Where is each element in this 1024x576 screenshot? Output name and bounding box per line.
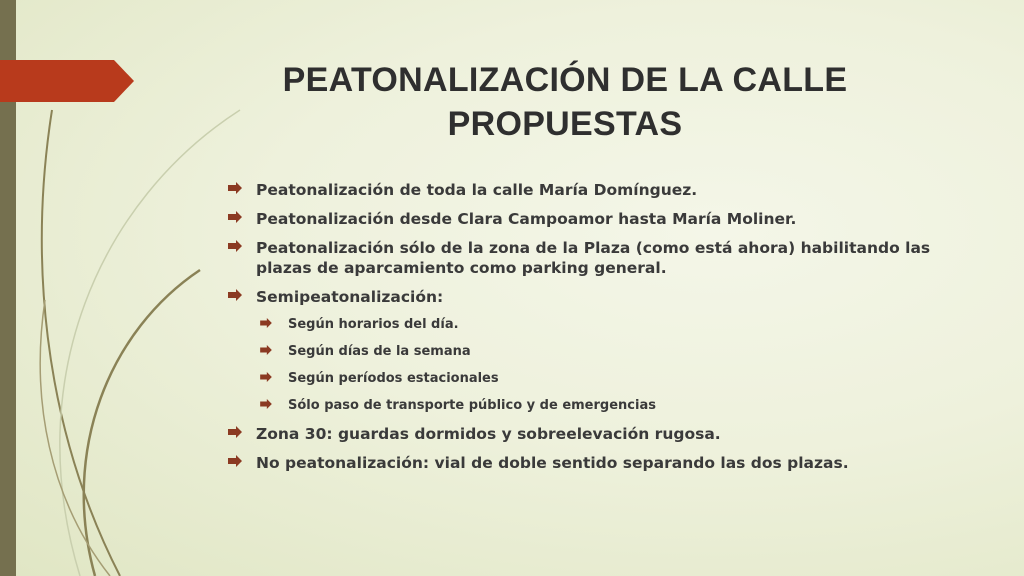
- sub-list-item: [260, 316, 968, 334]
- sub-list-item-text: Sólo paso de transporte público y de emergencias: [288, 398, 656, 413]
- list-item: [228, 209, 968, 229]
- sub-list-item-text: Según horarios del día.: [288, 317, 459, 332]
- title-line-2: PROPUESTAS: [447, 105, 683, 143]
- list-item-text: No peatonalización: vial de doble sentido separando las dos plazas.: [256, 454, 849, 472]
- sub-list-item: [260, 370, 968, 388]
- arrow-bullet-icon: [228, 426, 242, 438]
- arrow-bullet-icon: [228, 211, 242, 223]
- list-item-text: Peatonalización sólo de la zona de la Plaza (como está ahora) habilitando las plazas de aparcamiento como parking general.: [256, 239, 931, 277]
- arrow-bullet-icon: [228, 240, 242, 252]
- arrow-bullet-icon: [228, 182, 242, 194]
- bullet-list: [228, 180, 968, 482]
- sub-list-item-text: Según períodos estacionales: [288, 371, 499, 386]
- list-item: [228, 287, 968, 307]
- arrow-bullet-icon: [260, 372, 272, 382]
- sub-list-item: [260, 397, 968, 415]
- sub-list-item: [260, 343, 968, 361]
- arrow-bullet-icon: [228, 289, 242, 301]
- title-line-1: PEATONALIZACIÓN DE LA CALLE: [282, 61, 848, 99]
- list-item-text: Peatonalización desde Clara Campoamor hasta María Moliner.: [256, 210, 797, 228]
- title-accent-arrow: [0, 60, 134, 102]
- arrow-bullet-icon: [260, 345, 272, 355]
- list-item: [228, 238, 968, 278]
- list-item-text: Semipeatonalización:: [256, 288, 444, 306]
- sub-list-item-text: Según días de la semana: [288, 344, 471, 359]
- list-item: [228, 180, 968, 200]
- slide-title: [240, 58, 890, 146]
- arrow-bullet-icon: [260, 318, 272, 328]
- list-item: [228, 453, 968, 473]
- list-item-text: Peatonalización de toda la calle María Domínguez.: [256, 181, 698, 199]
- arrow-bullet-icon: [228, 455, 242, 467]
- list-item-text: Zona 30: guardas dormidos y sobreelevación rugosa.: [256, 425, 721, 443]
- arrow-bullet-icon: [260, 399, 272, 409]
- list-item: [228, 424, 968, 444]
